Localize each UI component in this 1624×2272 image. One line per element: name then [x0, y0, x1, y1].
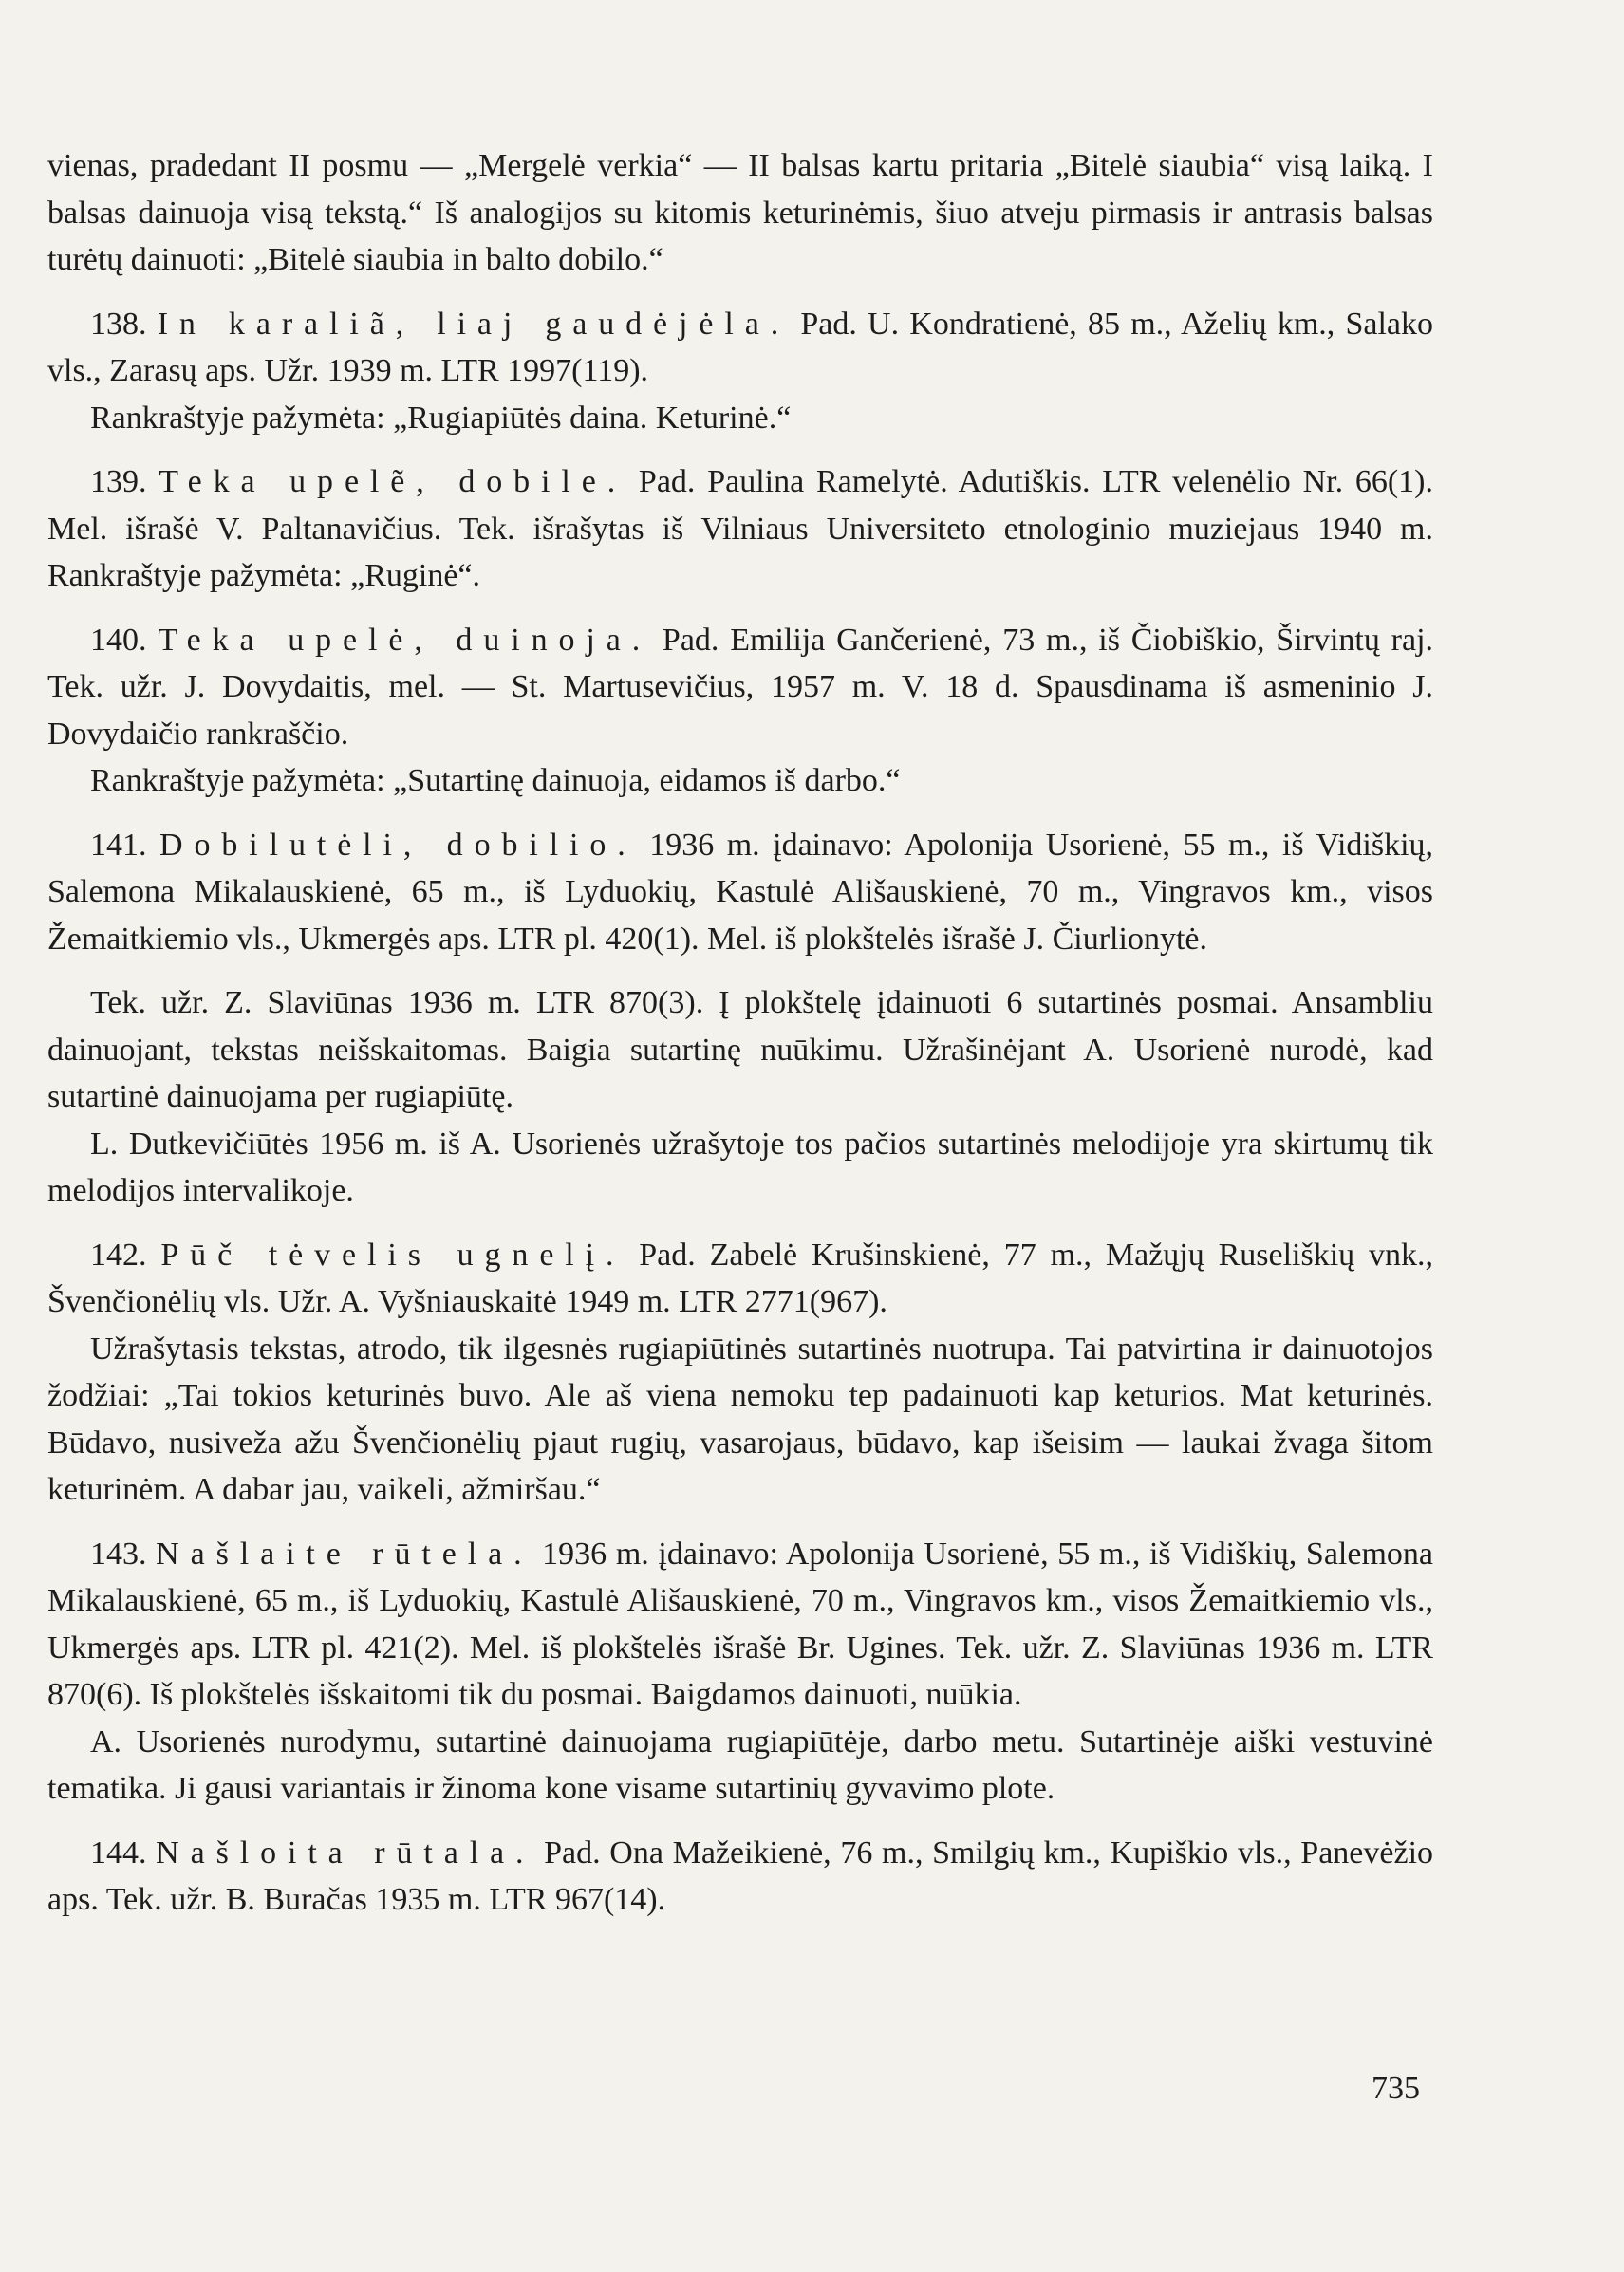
entry-number: 140.	[90, 622, 147, 658]
entry-text: 1936 m. įdainavo: Apolonija Usorienė, 55 m., iš Vidiškių, Salemona Mikalauskienė, 65 m., iš Lyduokių, Kastulė Ališauskienė, 70 m., Vingravos km., visos Žemaitkiemio vls., Ukmergės aps. LTR pl. 420(1). Mel. iš plokštelės išrašė J. Čiurlionytė.	[47, 827, 1434, 957]
entry-title: Teka upelẽ, dobile.	[159, 464, 627, 499]
entry-138	[47, 301, 1433, 395]
entry-141	[47, 822, 1433, 963]
entry-143	[47, 1531, 1433, 1719]
paragraph	[47, 142, 1433, 284]
paragraph	[47, 757, 1433, 805]
entry-number: 143.	[90, 1536, 147, 1572]
entry-text: 1936 m. įdainavo: Apolonija Usorienė, 55 m., iš Vidiškių, Salemona Mikalauskienė, 65 m., iš Lyduokių, Kastulė Ališauskienė, 70 m., Vingravos km., visos Žemaitkiemio vls., Ukmergės aps. LTR pl. 421(2). Mel. iš plokštelės išrašė Br. Ugines. Tek. užr. Z. Slaviūnas 1936 m. LTR 870(6). Iš plokštelės išskaitomi tik du posmai. Baigdamos dainuoti, nuūkia.	[47, 1536, 1434, 1712]
body-text	[47, 142, 1433, 1924]
entry-title: In karaliã, liaj gaudėjėla.	[157, 306, 791, 342]
entry-text: Pad. U. Kondratienė, 85 m., Aželių km., Salako vls., Zarasų aps. Užr. 1939 m. LTR 1997(119).	[47, 306, 1434, 388]
entry-title: Našlaite rūtela.	[156, 1536, 533, 1572]
entry-140	[47, 617, 1433, 758]
entry-number: 138.	[90, 306, 147, 342]
paragraph	[47, 1719, 1433, 1813]
entry-139	[47, 458, 1433, 600]
paragraph-text: vienas, pradedant II posmu — „Mergelė verkia“ — II balsas kartu pritaria „Bitelė siaubia“ visą laiką. I balsas dainuoja visą tekstą.“ Iš analogijos su kitomis keturinėmis, šiuo atveju pirmasis ir antrasis balsas turėtų dainuoti: „Bitelė siaubia in balto dobilo.“	[47, 148, 1433, 277]
entry-142	[47, 1232, 1433, 1326]
paragraph	[47, 395, 1433, 442]
entry-text: Pad. Zabelė Krušinskienė, 77 m., Mažųjų Ruseliškių vnk., Švenčionėlių vls. Užr. A. Vyšniauskaitė 1949 m. LTR 2771(967).	[47, 1237, 1434, 1319]
paragraph-text: L. Dutkevičiūtės 1956 m. iš A. Usorienės užrašytoje tos pačios sutartinės melodijoje yra skirtumų tik melodijos intervalikoje.	[47, 1126, 1433, 1208]
paragraph	[47, 979, 1433, 1121]
page-number: 735	[1372, 2071, 1420, 2106]
paragraph-text: A. Usorienės nurodymu, sutartinė dainuojama rugiapiūtėje, darbo metu. Sutartinėje aiški vestuvinė tematika. Ji gausi variantais ir žinoma kone visame sutartinių gyvavimo plote.	[47, 1723, 1433, 1806]
paragraph-text: Užrašytasis tekstas, atrodo, tik ilgesnės rugiapiūtinės sutartinės nuotrupa. Tai patvirtina ir dainuotojos žodžiai: „Tai tokios keturinės buvo. Ale aš viena nemoku tep padainuoti kap keturios. Mat keturinės. Būdavo, nusiveža ažu Švenčionėlių pjaut rugių, vasarojaus, būdavo, kap išeisim — laukai žvaga šitom keturinėm. A dabar jau, vaikeli, ažmiršau.“	[47, 1331, 1433, 1507]
paragraph-text: Tek. užr. Z. Slaviūnas 1936 m. LTR 870(3). Į plokštelę įdainuoti 6 sutartinės posmai. Ansambliu dainuojant, tekstas neišskaitomas. Baigia sutartinę nuūkimu. Užrašinėjant A. Usorienė nurodė, kad sutartinė dainuojama per rugiapiūtę.	[47, 985, 1433, 1114]
paragraph	[47, 1121, 1433, 1215]
entry-text: Pad. Emilija Gančerienė, 73 m., iš Čiobiškio, Širvintų raj. Tek. užr. J. Dovydaitis, mel. — St. Martusevičius, 1957 m. V. 18 d. Spausdinama iš asmeninio J. Dovydaičio rankraščio.	[47, 622, 1434, 752]
entry-144	[47, 1830, 1433, 1924]
entry-title: Našloita rūtala.	[156, 1834, 535, 1871]
entry-title: Teka upelė, duinoja.	[158, 622, 652, 658]
paragraph-text: Rankraštyje pažymėta: „Rugiapiūtės daina. Keturinė.“	[90, 400, 792, 436]
entry-text: Pad. Ona Mažeikienė, 76 m., Smilgių km., Kupiškio vls., Panevėžio aps. Tek. užr. B. Buračas 1935 m. LTR 967(14).	[47, 1834, 1434, 1917]
entry-number: 139.	[90, 464, 147, 499]
entry-number: 141.	[90, 827, 147, 863]
entry-text: Pad. Paulina Ramelytė. Adutiškis. LTR velenėlio Nr. 66(1). Mel. išrašė V. Paltanavičius. Tek. išrašytas iš Vilniaus Universiteto etnologinio muziejaus 1940 m. Rankraštyje pažymėta: „Ruginė“.	[47, 464, 1433, 593]
paragraph	[47, 1326, 1433, 1514]
entry-number: 144.	[90, 1834, 147, 1871]
entry-title: Pūč tėvelis ugnelį.	[160, 1237, 625, 1273]
entry-number: 142.	[90, 1237, 147, 1273]
entry-title: Dobilutėli, dobilio.	[159, 827, 637, 863]
paragraph-text: Rankraštyje pažymėta: „Sutartinę dainuoja, eidamos iš darbo.“	[90, 763, 901, 798]
